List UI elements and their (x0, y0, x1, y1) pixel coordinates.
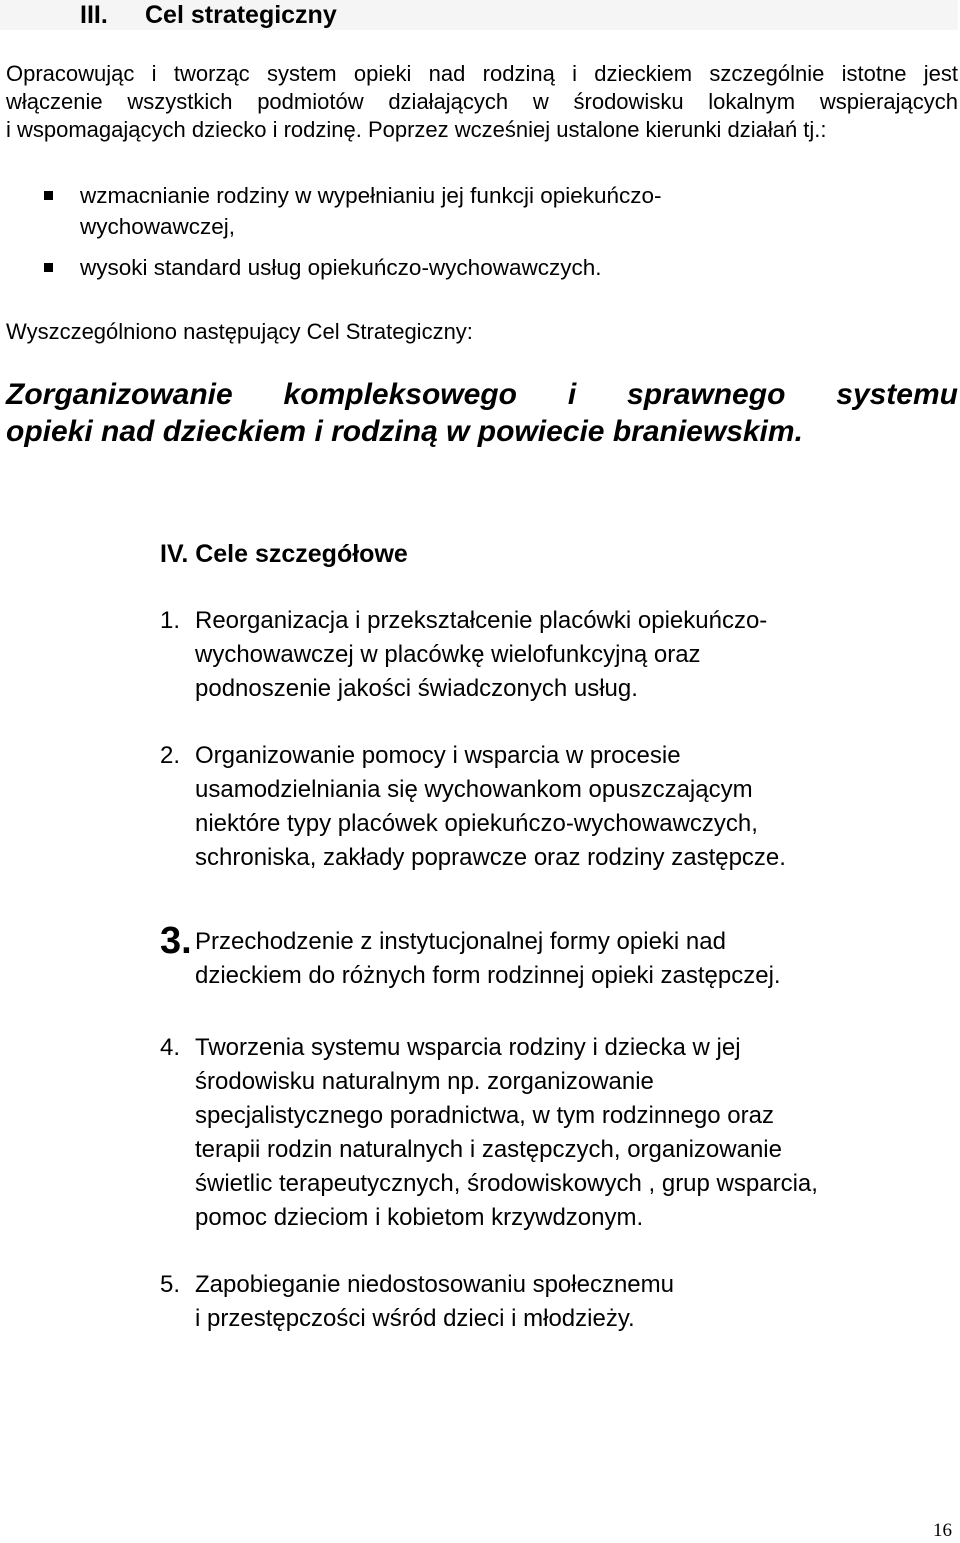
square-bullet-icon (44, 191, 53, 200)
goal-text: Zapobieganie niedostosowaniu społecznemu i przestępczości wśród dzieci i młodzieży. (195, 1271, 674, 1332)
page-number: 16 (933, 1520, 952, 1541)
subsection-heading: IV. Cele szczegółowe (160, 540, 408, 568)
list-item-text: wysoki standard usług opiekuńczo-wychowawczych. (80, 255, 602, 280)
strategic-goal-line: Zorganizowanie kompleksowego i sprawnego systemu (6, 378, 958, 411)
intro-line: i wspomagających dziecko i rodzinę. Poprzez wcześniej ustalone kierunki działań tj.: (6, 117, 827, 142)
goal-text: Tworzenia systemu wsparcia rodziny i dziecka w jej środowisku naturalnym np. zorganizowanie specjalistycznego poradnictwa, w tym rodzinnego oraz terapii rodzin naturalnych i zastępczych, organizowanie świetlic terapeutycznych, środowiskowych , grup wsparcia, pomoc dzieciom i kobietom krzywdzonym. (195, 1034, 818, 1231)
goal-number: 1. (160, 607, 181, 634)
goal-text: Przechodzenie z instytucjonalnej formy opieki nad dzieckiem do różnych form rodzinnej opieki zastępczej. (195, 928, 781, 989)
strategic-goal (6, 376, 958, 450)
section-title: Cel strategiczny (145, 1, 337, 29)
intro-line: Opracowując i tworząc system opieki nad rodziną i dzieckiem szczególnie istotne jest (6, 61, 958, 86)
strategic-goal-line: opieki nad dzieckiem i rodziną w powiecie braniewskim. (6, 415, 803, 448)
goal-number: 3. (160, 920, 192, 962)
lead-sentence: Wyszczególniono następujący Cel Strategiczny: (6, 319, 473, 344)
intro-line: włączenie wszystkich podmiotów działających w środowisku lokalnym wspierających (6, 89, 958, 114)
square-bullet-icon (44, 263, 53, 272)
goal-number: 4. (160, 1034, 181, 1061)
list-item-text: wzmacnianie rodziny w wypełnianiu jej funkcji opiekuńczo- wychowawczej, (80, 183, 662, 239)
section-number: III. (80, 1, 108, 29)
goal-text: Organizowanie pomocy i wsparcia w procesie usamodzielniania się wychowankom opuszczającym niektóre typy placówek opiekuńczo-wychowawczych, schroniska, zakłady poprawcze oraz rodziny zastępcze. (195, 742, 786, 871)
goal-number: 5. (160, 1271, 181, 1298)
goal-text: Reorganizacja i przekształcenie placówki opiekuńczo- wychowawczej w placówkę wielofunkcyjną oraz podnoszenie jakości świadczonych usług. (195, 607, 768, 702)
section-heading (0, 0, 958, 30)
intro-paragraph (6, 60, 958, 144)
goal-number: 2. (160, 742, 181, 769)
